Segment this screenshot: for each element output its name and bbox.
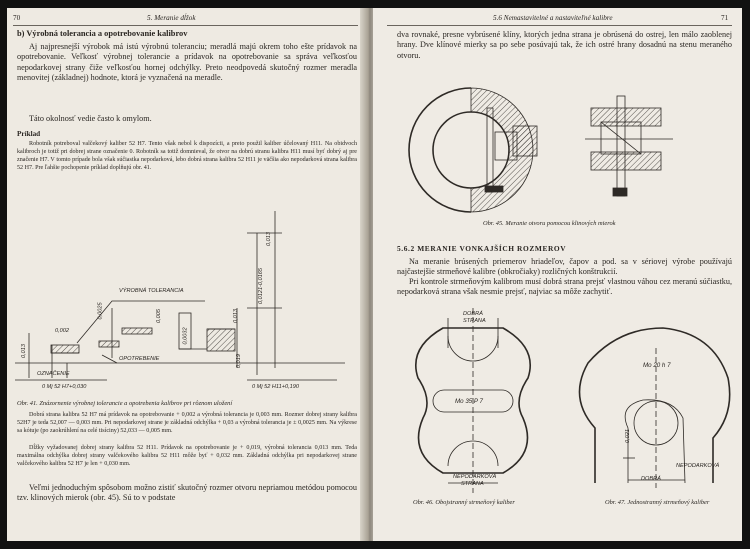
paragraph: dva rovnaké, presne vybrúsené klíny, ktorých jedna strana je obrúsená do ostrej, len málo zaoblenej hrany. Dve klínové mierky sa po sebe posúvajú tak, že ich ostré hrany dosadnú na stenu meraného otvoru.: [397, 30, 732, 60]
dim-label: 0,002: [55, 328, 69, 334]
figure-45-drawing: [373, 68, 742, 218]
label-h11-size: 0 Mj 52 H11+0,190: [252, 384, 300, 390]
label-nepodarkova: NEPODARKOVÁ: [453, 474, 497, 480]
figure-47-drawing: [373, 308, 742, 498]
dim-label: 0,013: [233, 309, 239, 323]
dim-label: 0,019: [236, 354, 242, 368]
header-rule: [13, 25, 358, 26]
paragraph: Na meranie brúsených priemerov hriadeľov, čapov a pod. sa v sériovej výrobe používajú najčastejšie strmeňové kalibre (obkročiaky) rozličných konštrukcií.: [397, 257, 732, 277]
label-strana: STRANA: [463, 318, 486, 324]
paragraph: Veľmi jednoduchým spôsobom možno zistiť skutočný rozmer otvoru nepriamou metódou pomocou tzv. klinových mierok (obr. 45). Sú to v podstate: [17, 483, 357, 503]
dim-label: 0,0032: [182, 327, 189, 345]
figure-caption: Obr. 41. Znázornenie výrobnej tolerancie a opotrebenia kalibrov pri rôznom uložení: [17, 400, 233, 407]
label-strana: STRANA: [461, 481, 484, 487]
paragraph: Pri kontrole strmeňovým kalibrom musí dobrá strana prejsť vlastnou váhou cez meranú súčiastku, nepodarková strana však nesmie prejsť, najviac sa môže zachytiť.: [397, 277, 732, 297]
label-opotrebenie: OPOTREBENIE: [119, 356, 160, 362]
section-heading: b) Výrobná tolerancia a opotrebovanie kalibrov: [17, 29, 188, 38]
label-dobra: DOBRÁ: [641, 476, 661, 482]
example-heading: Príklad: [17, 130, 41, 138]
label-oznacenie: OZNAČENIE: [37, 371, 70, 377]
figure-caption: Obr. 45. Meranie otvoru pomocou klinových mierok: [483, 220, 616, 227]
small-text: Dĺžky vyžadovanej dobrej strany kalibra 52 H11. Prídavok na opotrebovanie je + 0,019, výrobná tolerancia 0,013 mm. Teda maximálna odchýlka dobrej strany valčekového kalibra 52 H11 môže byť + 0,032 mm. Základná odchýlka pri nepodarkovej strane valčekového kalibra 52 H7 je len + 0,030 mm.: [17, 445, 357, 467]
page-number-right: 71: [721, 14, 729, 22]
left-page: [7, 8, 365, 541]
label-nepodarkova: NEPODARKOVÁ: [676, 463, 720, 469]
dim-label: 0,013: [21, 344, 27, 358]
page-number-left: 70: [13, 14, 21, 22]
paragraph: Táto okolnosť vedie často k omylom.: [29, 114, 152, 123]
dim-label: 0,0025: [97, 302, 104, 320]
dim-label: 0,0121-0,0165: [258, 267, 265, 305]
dim-label: 0,005: [156, 309, 162, 323]
label-h7-size: 0 Mj 52 H7+0,030: [42, 384, 87, 390]
running-head-left: 5. Meranie dĺžok: [147, 14, 196, 22]
dim-label: 0,021: [625, 429, 631, 443]
example-text: Robotník potreboval valčekový kaliber 52 H7. Tento však nebol k dispozícii, a preto použil kaliber účelovaný H11. Na obidvoch kalibroch je totiž pri dobrej strane označenie 0. Robotník sa totiž domnieval, že otvor na dobrú stranu kalibra H11 musí byť dobrý aj pre značenie H7. V tomto prípade bola však súčiastka nepodarková, lebo dobrá strana kalibra 52 H11 je väčšia ako nepodarková strana kalibra 52 H7. Pre ľahšie pochopenie príklad doplňujú obr. 41.: [17, 141, 357, 171]
figure-caption: Obr. 46. Obojstranný strmeňový kaliber: [413, 499, 515, 506]
header-rule: [387, 25, 732, 26]
paragraph: Aj najpresnejší výrobok má istú výrobnú toleranciu; meradlá majú okrem toho ešte prídavok na opotrebovanie. Veľkosť výrobnej tolerancie a prídavok na opotrebovanie sa správa veľkosťou nepodarkovej strany čiže veľkosťou hornej odchýlky. Preto neodpovedá skutočný rozmer meradla menovitej (základnej) hodnote, ktorá je vyznačená na meradle.: [17, 42, 357, 82]
dim-label: 0,013: [266, 232, 272, 246]
running-head-right: 5.6 Nemastavitelné a nastaviteľné kalibre: [493, 14, 613, 22]
label-dobra: DOBRÁ: [463, 311, 483, 317]
small-text: Dobrá strana kalibra 52 H7 má prídavok na opotrebovanie + 0,002 a výrobná tolerancia je 0,003 mm. Rozmer dobrej strany kalibra 52H7 je teda 52,007 — 0,003 mm. Pri nepodarkovej strane je základná odchýlka + 0,03 a výrobná tolerancia je ± 0,0025 mm. Na výkrese sa kótuje (po zaokrúhlení na celé tisíciny) 52,033 — 0,005 mm.: [17, 412, 357, 434]
right-page: [373, 8, 742, 541]
label-marking: Mo 20 h 7: [643, 362, 671, 369]
label-vyrobna-tolerancia: VÝROBNÁ TOLERANCIA: [119, 288, 184, 294]
label-marking: Mo 35 P 7: [455, 398, 483, 405]
figure-caption: Obr. 47. Jednostranný strmeňový kaliber: [605, 499, 710, 506]
subsection-heading: 5.6.2 MERANIE VONKAJŠÍCH ROZMEROV: [397, 244, 567, 253]
